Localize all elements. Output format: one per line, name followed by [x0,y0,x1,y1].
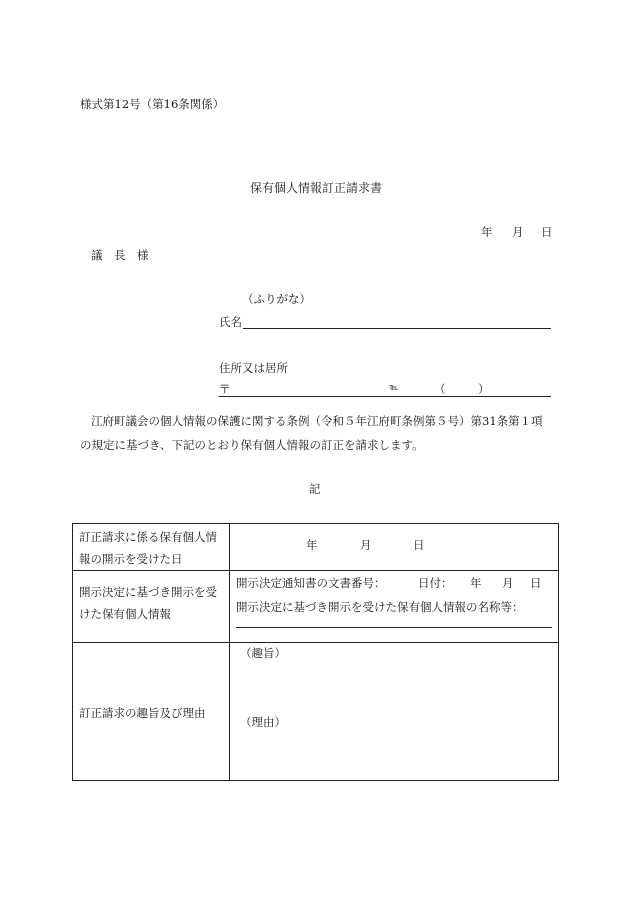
row3-label: 訂正請求の趣旨及び理由 [79,705,206,720]
row2-year-label: 年 [470,576,482,590]
row1-label-cell [73,524,230,571]
row3-purpose-label: （趣旨） [240,646,286,660]
row2-name-label: 開示決定に基づき開示を受けた保有個人情報の名称等： [236,600,524,614]
row2-name-field[interactable] [236,627,552,628]
row3-label-cell [73,643,230,781]
row2-date-label: 日付： [418,576,453,590]
row2-day-label: 日 [530,576,542,590]
table-row [73,524,559,571]
date-month-label: 月 [512,225,524,239]
table-row [73,571,559,643]
date-year-label: 年 [481,225,493,239]
ki-heading: 記 [309,482,321,496]
body-text-line1: 江府町議会の個人情報の保護に関する条例（令和５年江府町条例第５号）第31条第１項 [91,414,543,428]
tel-paren-close: ） [478,382,490,396]
row1-month-label: 月 [360,538,372,552]
request-table [72,523,559,781]
address-field[interactable] [219,396,551,397]
name-field[interactable] [243,328,551,329]
row3-reason-label: （理由） [240,715,286,729]
row2-value-cell [230,571,559,643]
row2-label: 開示決定に基づき開示を受けた保有個人情報 [79,585,217,621]
postal-mark: 〒 [219,382,231,396]
row1-year-label: 年 [306,538,318,552]
form-number: 様式第12号（第16条関係） [80,97,225,111]
page-title: 保有個人情報訂正請求書 [250,181,383,195]
tel-paren-open: （ [434,382,446,396]
row2-month-label: 月 [502,576,514,590]
addressee: 議 長 様 [91,248,149,262]
table-row [73,643,559,781]
row2-label-cell [73,571,230,643]
tel-label: ℡ [389,383,399,393]
row1-value-cell[interactable] [230,524,559,571]
furigana-label: （ふりがな） [242,292,311,306]
name-label: 氏名 [219,315,242,329]
row1-day-label: 日 [413,538,425,552]
row1-label: 訂正請求に係る保有個人情報の開示を受けた日 [79,530,217,566]
row2-doc-number-label: 開示決定通知書の文書番号： [236,576,386,590]
address-label: 住所又は居所 [219,361,288,375]
row3-value-cell[interactable] [230,643,559,781]
date-day-label: 日 [541,225,553,239]
body-text-line2: の規定に基づき、下記のとおり保有個人情報の訂正を請求します。 [80,438,424,452]
